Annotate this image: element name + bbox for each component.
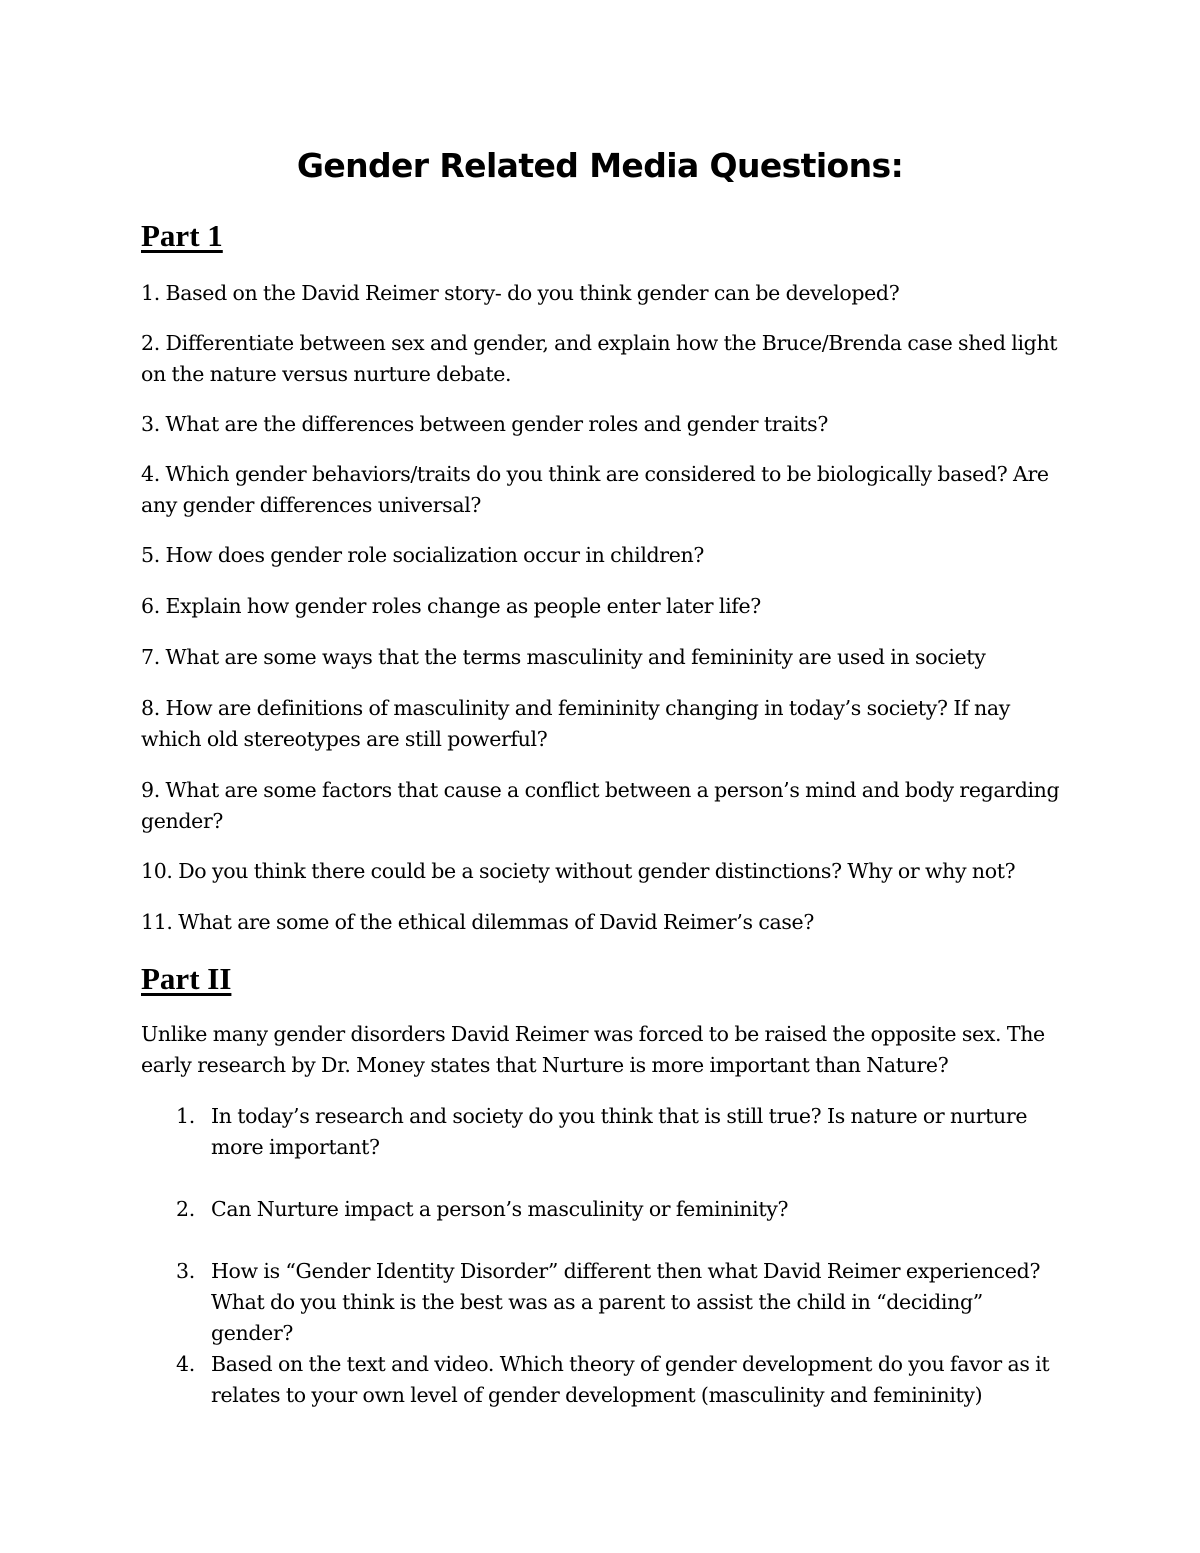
part2-intro: Unlike many gender disorders David Reimer was forced to be raised the opposite sex. The early research by Dr. Money states that Nurture is more important than Nature? [141, 1022, 1045, 1077]
part1-heading: Part 1 [141, 218, 223, 253]
list-number: 3. [176, 1259, 195, 1283]
part2-heading: Part II [141, 961, 232, 996]
part1-question-11: 11. What are some of the ethical dilemmas of David Reimer’s case? [141, 910, 814, 934]
list-number: 2. [176, 1197, 195, 1221]
list-number: 1. [176, 1104, 195, 1128]
part1-question-4: 4. Which gender behaviors/traits do you think are considered to be biologically based? Are any gender differences universal? [141, 462, 1049, 517]
page-title: Gender Related Media Questions: [296, 146, 904, 185]
part2-list-item-1 [176, 1101, 1056, 1163]
part1-question-6: 6. Explain how gender roles change as people enter later life? [141, 594, 761, 618]
part1-question-2: 2. Differentiate between sex and gender, and explain how the Bruce/Brenda case shed light on the nature versus nurture debate. [141, 331, 1058, 386]
list-number: 4. [176, 1352, 195, 1376]
part1-question-10: 10. Do you think there could be a society without gender distinctions? Why or why not? [141, 859, 1016, 883]
part1-question-9: 9. What are some factors that cause a conflict between a person’s mind and body regarding gender? [141, 778, 1060, 833]
list-text: In today’s research and society do you think that is still true? Is nature or nurture more important? [211, 1104, 1028, 1159]
part1-question-1: 1. Based on the David Reimer story- do you think gender can be developed? [141, 281, 900, 305]
part2-list-item-2 [176, 1194, 1056, 1225]
part2-list-item-4 [176, 1349, 1056, 1411]
list-text: Can Nurture impact a person’s masculinity or femininity? [211, 1197, 789, 1221]
part1-question-8: 8. How are definitions of masculinity and femininity changing in today’s society? If nay which old stereotypes are still powerful? [141, 696, 1010, 751]
part1-question-5: 5. How does gender role socialization occur in children? [141, 543, 705, 567]
part2-list-item-3 [176, 1256, 1056, 1349]
list-text: Based on the text and video. Which theory of gender development do you favor as it relates to your own level of gender development (masculinity and femininity) [211, 1352, 1050, 1407]
part1-question-7: 7. What are some ways that the terms masculinity and femininity are used in society [141, 645, 986, 669]
list-text: How is “Gender Identity Disorder” different then what David Reimer experienced? What do you think is the best was as a parent to assist the child in “deciding” gender? [211, 1259, 1041, 1345]
part1-question-3: 3. What are the differences between gender roles and gender traits? [141, 412, 828, 436]
